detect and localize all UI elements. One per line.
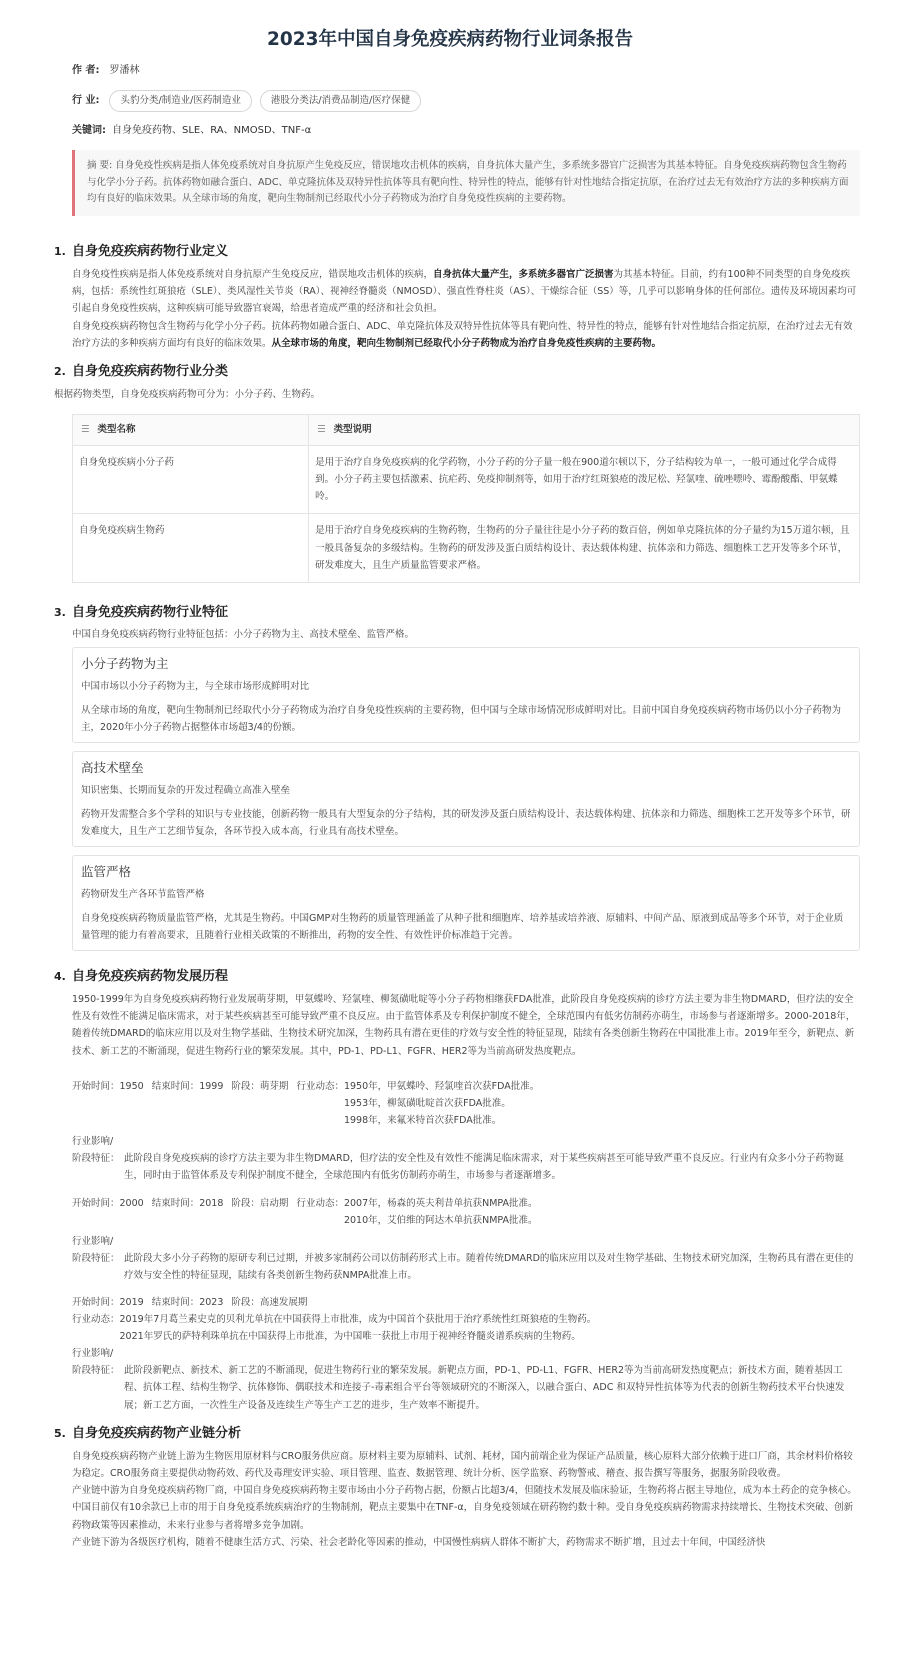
definition-paragraph: 自身免疫性疾病是指人体免疫系统对自身抗原产生免疫反应，错误地攻击机体的疾病，自身抗体大量产生，多系统多器官广泛损害为其基本特征。目前，约有100种不同类型的自身免疫疾病，包括：系统性红斑狼疮（SLE）、类风湿性关节炎（RA）、视神经脊髓炎（NMOSD）、强直性脊柱炎（AS）、干燥综合征（SS）等，几乎可以影响身体的任何部位。遗传及环境因素均可引起自身免疫性疾病，这种疾病可能导致器官衰竭，给患者造成严重的经济和社会负担。 <box>72 268 857 315</box>
section-history <box>54 967 860 1414</box>
list-icon: ☰ <box>317 423 326 435</box>
table-header[interactable]: ☰ 类型名称 <box>73 414 309 446</box>
feature-card <box>72 751 860 847</box>
feature-subtitle: 知识密集、长期而复杂的开发过程确立高准入壁垒 <box>81 785 291 797</box>
section-classification <box>54 362 860 582</box>
keywords-row <box>72 122 860 140</box>
chain-paragraph: 产业链下游为各级医疗机构，随着不健康生活方式、污染、社会老龄化等因素的推动，中国慢性病病人群体不断扩大，药物需求不断扩增，且过去十年间，中国经济快 <box>72 1537 766 1549</box>
table-cell: 自身免疫疾病生物药 <box>73 514 309 582</box>
keywords-label: 关键词: <box>72 125 106 137</box>
industry-row <box>72 88 860 114</box>
section-title: 自身免疫疾病药物产业链分析 <box>72 1425 242 1441</box>
section-number: 3. <box>54 605 66 619</box>
stage-end: 2023 <box>199 1296 224 1308</box>
stage-impact: 此阶段新靶点、新技术、新工艺的不断涌现，促进生物药行业的繁荣发展。新靶点方面，PD-1、PD-L1、FGFR、HER2等为当前高研发热度靶点；新技术方面，随着基因工程、抗体工程、结构生物学、抗体修饰、偶联技术和连接子-毒素组合平台等领域研究的不断深入，以融合蛋白、ADC 和双特异性抗体等为代表的创新生物药技术平台快速发展；新工艺方面，一次性生产设备及连续生产等生产工艺的进步，生产效率不断提升。 <box>124 1365 845 1411</box>
stage-end: 2018 <box>199 1197 224 1209</box>
feature-body: 自身免疫疾病药物质量监管严格，尤其是生物药。中国GMP对生物药的质量管理涵盖了从种子批和细胞库、培养基或培养液、原辅料、中间产品、原液到成品等多个环节，对于企业质量管理的能力有着高要求，且随着行业相关政策的不断推出，药物的安全性、有效性评价标准趋于完善。 <box>81 912 844 941</box>
author-row <box>72 62 860 80</box>
section-number: 5. <box>54 1426 66 1440</box>
author-name: 罗潘林 <box>109 65 140 77</box>
chain-paragraph: 自身免疫疾病药物产业链上游为生物医用原材料与CRO服务供应商。原材料主要为原辅料、试剂、耗材，国内前端企业为保证产品质量，核心原料大部分依赖于进口厂商，其余材料价格较为稳定。CRO服务商主要提供动物药效、药代及毒理安评实验、项目管理、监查、数据管理、统计分析、医学监察、药物警戒、稽查、报告撰写等服务，据服务阶段收费。 <box>72 1450 853 1479</box>
section-number: 4. <box>54 969 66 983</box>
page-title: 2023年中国自身免疫疾病药物行业词条报告 <box>267 29 633 50</box>
section-industry-chain <box>54 1424 860 1552</box>
table-cell: 是用于治疗自身免疫疾病的生物药物，生物药的分子量往往是小分子药的数百倍，例如单克隆抗体的分子量约为15万道尔顿，且一般具备复杂的多级结构。生物药的研发涉及蛋白质结构设计、表达载体构建、抗体亲和力筛选、细胞株工艺开发等多个环节，研发难度大，且生产质量监管要求严格。 <box>309 514 860 582</box>
section-definition <box>54 242 860 352</box>
stage-phase: 高速发展期 <box>259 1296 308 1308</box>
section-heading <box>54 967 860 987</box>
section-title: 自身免疫疾病药物发展历程 <box>72 968 229 984</box>
table-row <box>73 446 860 514</box>
abstract-box: 摘 要: 自身免疫性疾病是指人体免疫系统对自身抗原产生免疫反应，错误地攻击机体的疾病，自身抗体大量产生，多系统多器官广泛损害为其基本特征。自身免疫疾病药物包含生物药与化学小分子药。抗体药物如融合蛋白、ADC、单克隆抗体及双特异性抗体等具有靶向性、特异性的特点，能够有针对性地结合指定抗原，在治疗过去无有效治疗方法的多种疾病方面均有良好的临床效果。从全球市场的角度，靶向生物制剂已经取代小分子药物成为治疗自身免疫性疾病的主要药物。 <box>72 150 860 216</box>
feature-card <box>72 647 860 743</box>
feature-card <box>72 855 860 951</box>
section-title: 自身免疫疾病药物行业特征 <box>72 604 229 620</box>
table-cell: 自身免疫疾病小分子药 <box>73 446 309 514</box>
section-heading <box>54 1424 860 1444</box>
history-stage: 开始时间： 2019 结束时间： 2023 阶段： 高速发展期 行业动态： 2019年7月葛兰素史克的贝利尤单抗在中国获得上市批准，成为中国首个获批用于治疗系统性红斑狼疮的生物药。 2021年罗氏的萨特利珠单抗在中国获得上市批准，为中国唯一获批上市用于视神经脊髓炎谱系疾病的生物药。 行业影响/ 阶段特征： 此阶段新靶点、新技术、新工艺的不断涌现，促进生物药行业的繁荣发展。新靶点方面，PD-1、PD-L1、FGFR、HER2等为当前高研发热度靶点；新技术方面，随着基因工程、抗体工程、结构生物学、抗体修饰、偶联技术和连接子-毒素组合平台等领域研究的不断深入，以融合蛋白、ADC 和双特异性抗体等为代表的创新生物药技术平台快速发展；新工艺方面，一次性生产设备及连续生产等生产工艺的进步，生产效率不断提升。 <box>72 1294 860 1414</box>
feature-body: 药物开发需整合多个学科的知识与专业技能，创新药物一般具有大型复杂的分子结构，其的研发涉及蛋白质结构设计、表达载体构建、抗体亲和力筛选、细胞株工艺开发等多个环节，研发难度大，且生产工艺细节复杂，各环节投入成本高，行业具有高技术壁垒。 <box>81 808 851 837</box>
stage-phase: 启动期 <box>259 1197 289 1209</box>
history-timeline <box>72 1078 860 1414</box>
stage-events: 2019年7月葛兰素史克的贝利尤单抗在中国获得上市批准，成为中国首个获批用于治疗系统性红斑狼疮的生物药。 2021年罗氏的萨特利珠单抗在中国获得上市批准，为中国唯一获批上市用于视神经脊髓炎谱系疾病的生物药。 <box>119 1314 597 1343</box>
stage-phase: 萌芽期 <box>259 1080 289 1092</box>
author-label: 作 者: <box>72 65 100 77</box>
feature-subtitle: 中国市场以小分子药物为主，与全球市场形成鲜明对比 <box>81 681 310 693</box>
section-heading <box>54 362 860 382</box>
table-cell: 是用于治疗自身免疫疾病的化学药物，小分子药的分子量一般在900道尔顿以下，分子结构较为单一，一般可通过化学合成得到。小分子药主要包括激素、抗疟药、免疫抑制剂等，如用于治疗红斑狼疮的泼尼松、羟氯喹、硫唑嘌呤、霉酚酸酯、甲氨蝶呤。 <box>309 446 860 514</box>
feature-title: 监管严格 <box>81 864 132 879</box>
stage-impact: 此阶段自身免疫疾病的诊疗方法主要为非生物DMARD，但疗法的安全性及有效性不能满足临床需求，对于某些疾病甚至可能导致严重不良反应。行业内有众多小分子药物诞生，同时由于监管体系及专利保护制度不健全，全球范围内有低劣仿制药亦萌生，市场参与者逐渐增多。 <box>124 1153 844 1182</box>
list-icon: ☰ <box>81 423 90 435</box>
table-header[interactable]: ☰ 类型说明 <box>309 414 860 446</box>
stage-events: 1950年，甲氨蝶呤、羟氯喹首次获FDA批准。 1953年，柳氮磺吡啶首次获FDA批准。 1998年，来氟米特首次获FDA批准。 <box>343 1080 540 1127</box>
stage-events: 2007年，杨森的英夫利昔单抗获NMPA批准。 2010年，艾伯维的阿达木单抗获NMPA批准。 <box>343 1197 538 1226</box>
section-title: 自身免疫疾病药物行业定义 <box>72 243 229 259</box>
history-stage: 开始时间： 1950 结束时间： 1999 阶段： 萌芽期 行业动态： 1950年，甲氨蝶呤、羟氯喹首次获FDA批准。 1953年，柳氮磺吡啶首次获FDA批准。 1998年，来氟米特首次获FDA批准。 行业影响/ 阶段特征： 此阶段自身免疫疾病的诊疗方法主要为非生物DMARD，但疗法的安全性及有效性不能满足临床需求，对于某些疾病甚至可能导致严重不良反应。行业内有众多小分子药物诞生，同时由于监管体系及专利保护制度不健全，全球范围内有低劣仿制药亦萌生，市场参与者逐渐增多。 <box>72 1078 860 1185</box>
section-heading <box>54 603 860 623</box>
industry-tag[interactable]: 头豹分类/制造业/医药制造业 <box>109 90 251 112</box>
industry-label: 行 业: <box>72 95 100 107</box>
features-intro: 中国自身免疫疾病药物行业特征包括：小分子药物为主、高技术壁垒、监管严格。 <box>72 628 415 640</box>
classification-table <box>72 414 860 583</box>
section-title: 自身免疫疾病药物行业分类 <box>72 364 229 380</box>
definition-paragraph: 自身免疫疾病药物包含生物药与化学小分子药。抗体药物如融合蛋白、ADC、单克隆抗体及双特异性抗体等具有靶向性、特异性的特点，能够有针对性地结合指定抗原，在治疗过去无有效治疗方法的多种疾病方面均有良好的临床效果。从全球市场的角度，靶向生物制剂已经取代小分子药物成为治疗自身免疫性疾病的主要药物。 <box>72 320 853 349</box>
stage-start: 2019 <box>119 1296 144 1308</box>
impact-label: 行业影响/ <box>72 1235 114 1247</box>
section-features <box>54 603 860 951</box>
section-number: 1. <box>54 244 66 258</box>
feature-body: 从全球市场的角度，靶向生物制剂已经取代小分子药物成为治疗自身免疫性疾病的主要药物，但中国与全球市场情况形成鲜明对比。目前中国自身免疫疾病药物市场仍以小分子药物为主，2020年小分子药物占据整体市场超3/4的份额。 <box>81 705 842 734</box>
chain-paragraph: 产业链中游为自身免疫疾病药物厂商，中国自身免疫疾病药物主要市场由小分子药物占据，份额占比超3/4，但随技术发展及临床验证，生物药将占据主导地位，成为本土药企的竞争核心。中国目前仅有10余款已上市的用于自身免疫系统疾病治疗的生物制剂，靶点主要集中在TNF-α，自身免疫领域在研药物约数十种。受自身免疫疾病药物需求持续增长、生物技术突破、创新药物政策等因素推动，未来行业参与者将增多竞争加剧。 <box>72 1485 857 1531</box>
impact-label: 行业影响/ <box>72 1348 114 1360</box>
industry-tag[interactable]: 港股分类法/消费品制造/医疗保健 <box>260 90 421 112</box>
feature-subtitle: 药物研发生产各环节监管严格 <box>81 889 205 900</box>
impact-label: 行业影响/ <box>72 1136 114 1148</box>
stage-start: 2000 <box>119 1197 144 1209</box>
stage-start: 1950 <box>119 1080 144 1092</box>
feature-title: 高技术壁垒 <box>81 760 144 776</box>
classification-intro: 根据药物类型，自身免疫疾病药物可分为：小分子药、生物药。 <box>54 389 321 401</box>
history-stage: 开始时间： 2000 结束时间： 2018 阶段： 启动期 行业动态： 2007年，杨森的英夫利昔单抗获NMPA批准。 2010年，艾伯维的阿达木单抗获NMPA批准。 行业影响/ 阶段特征： 此阶段大多小分子药物的原研专利已过期，并被多家制药公司以仿制药形式上市。随着传统DMARD的临床应用以及对生物学基础、生物技术研究加深，生物药具有潜在更佳的疗效与安全性的特征显现，陆续有各类创新生物药获NMPA批准上市。 <box>72 1195 860 1284</box>
section-number: 2. <box>54 365 66 379</box>
stage-impact: 此阶段大多小分子药物的原研专利已过期，并被多家制药公司以仿制药形式上市。随着传统DMARD的临床应用以及对生物学基础、生物技术研究加深，生物药具有潜在更佳的疗效与安全性的特征显现，陆续有各类创新生物药获NMPA批准上市。 <box>124 1252 854 1281</box>
feature-title: 小分子药物为主 <box>81 656 169 672</box>
stage-end: 1999 <box>199 1080 224 1092</box>
section-heading <box>54 242 860 262</box>
keywords-value: 自身免疫药物、SLE、RA、NMOSD、TNF-α <box>112 125 312 137</box>
history-intro: 1950-1999年为自身免疫疾病药物行业发展萌芽期，甲氨蝶呤、羟氯喹、柳氮磺吡啶等小分子药物相继获FDA批准，此阶段自身免疫疾病的诊疗方法主要为非生物DMARD，但疗法的安全性及有效性不能满足临床需求，对于某些疾病甚至可能导致严重不良反应。由于监管体系及专利保护制度不健全，全球范围内有低劣仿制药亦萌生，市场参与者逐渐增多。2000-2018年，随着传统DMARD的临床应用以及对生物学基础、生物技术研究加深，生物药具有潜在更佳的疗效与安全性的特征显现，陆续有各类创新生物药在中国批准上市。2019年至今，新靶点、新技术、新工艺的不断涌现，促进生物药行业的繁荣发展。其中，PD-1、PD-L1、FGFR、HER2等为当前高研发热度靶点。 <box>72 993 856 1057</box>
table-row <box>73 514 860 582</box>
